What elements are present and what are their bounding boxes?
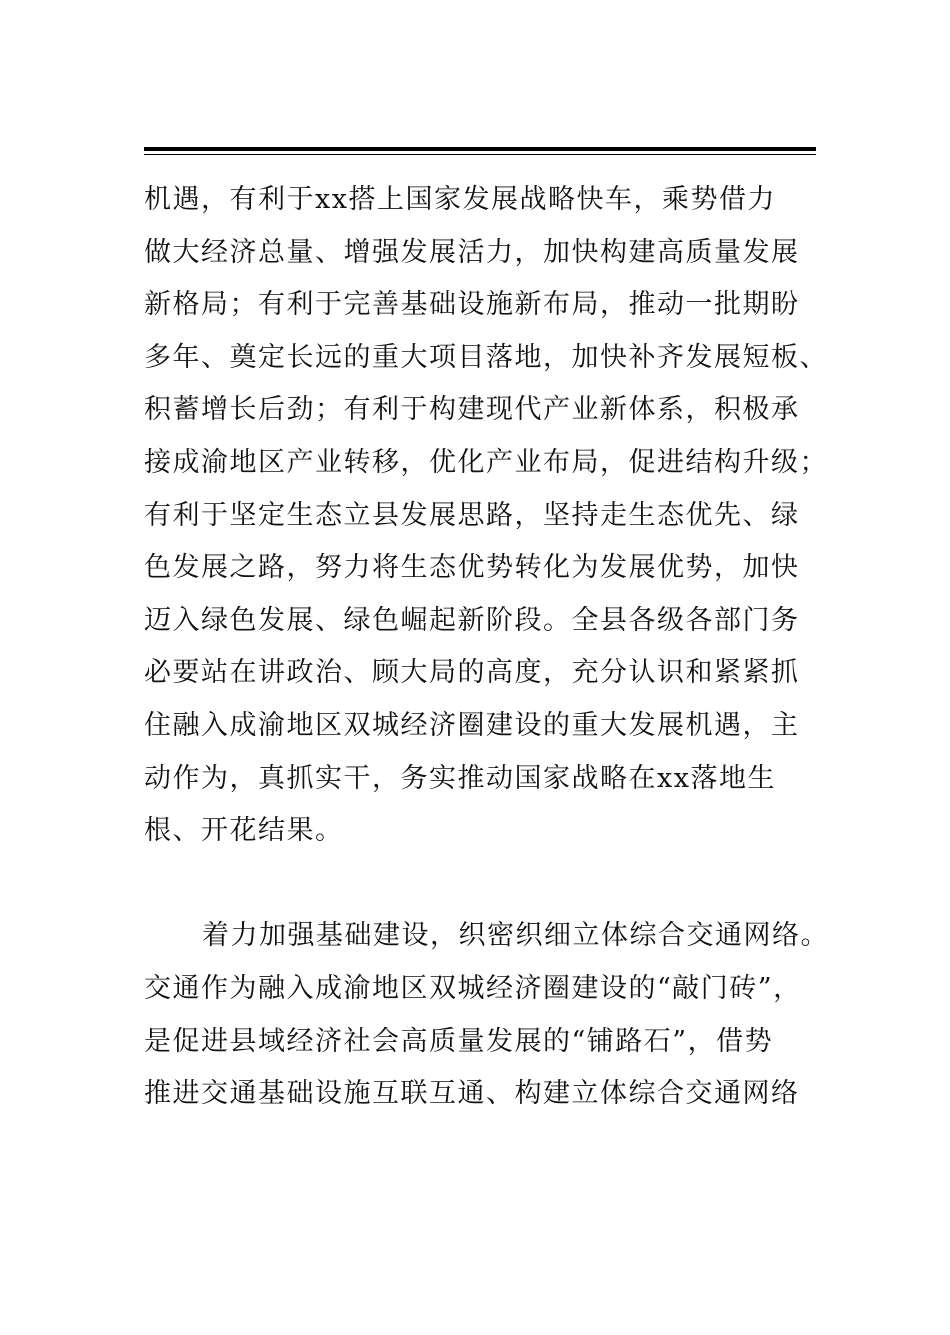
text-line: 做大经济总量、增强发展活力，加快构建高质量发展 [144, 236, 800, 268]
text-line: 接成渝地区产业转移，优化产业布局，促进结构升级； [144, 446, 828, 478]
text-line: 积蓄增长后劲；有利于构建现代产业新体系，积极承 [144, 394, 800, 426]
header-rule-thick [144, 147, 816, 151]
text-line: 有利于坚定生态立县发展思路，坚持走生态优先、绿 [144, 499, 800, 531]
paragraph-1 [144, 174, 844, 858]
text-line: 多年、奠定长远的重大项目落地，加快补齐发展短板、 [144, 341, 828, 373]
text-line: 住融入成渝地区双城经济圈建设的重大发展机遇，主 [144, 709, 800, 741]
text-line: 是促进县域经济社会高质量发展的“铺路石”，借势 [144, 1025, 774, 1057]
text-line: 着力加强基础建设，织密织细立体综合交通网络。 [202, 920, 829, 952]
text-line: 动作为，真抓实干，务实推动国家战略在xx落地生 [144, 762, 776, 794]
text-line: 必要站在讲政治、顾大局的高度，充分认识和紧紧抓 [144, 657, 800, 689]
text-line: 推进交通基础设施互联互通、构建立体综合交通网络 [144, 1078, 800, 1110]
document-body [144, 174, 844, 1121]
paragraph-spacing [144, 858, 844, 911]
text-line: 交通作为融入成渝地区双城经济圈建设的“敲门砖”， [144, 972, 802, 1004]
header-rule-thin [144, 154, 816, 155]
paragraph-2 [144, 910, 844, 1120]
text-line: 机遇，有利于xx搭上国家发展战略快车，乘势借力 [144, 184, 776, 215]
text-line: 根、开花结果。 [144, 815, 344, 847]
text-line: 新格局；有利于完善基础设施新布局，推动一批期盼 [144, 289, 800, 321]
text-line: 迈入绿色发展、绿色崛起新阶段。全县各级各部门务 [144, 604, 800, 636]
text-line: 色发展之路，努力将生态优势转化为发展优势，加快 [144, 552, 800, 584]
